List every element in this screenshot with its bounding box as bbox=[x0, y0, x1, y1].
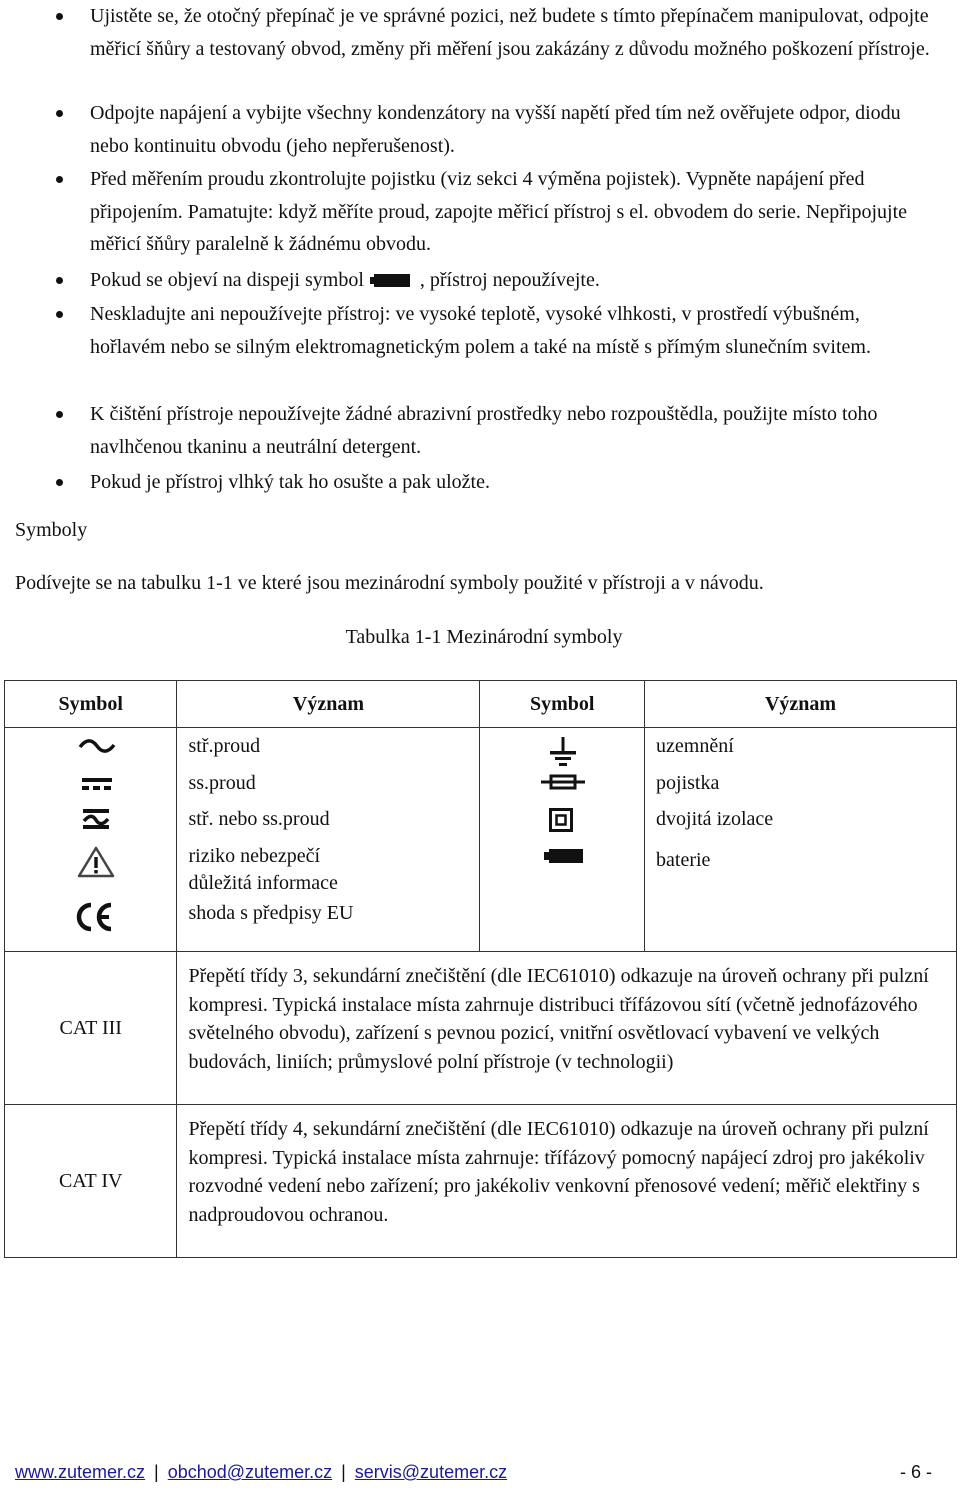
bullet-item bbox=[90, 264, 940, 297]
table-row bbox=[5, 728, 957, 952]
ce-mark-icon bbox=[73, 900, 115, 934]
footer bbox=[15, 1462, 507, 1483]
bullet-dot bbox=[56, 311, 63, 318]
intro-paragraph: Podívejte se na tabulku 1-1 ve které jsou mezinárodní symboly použité v přístroji a v návodu. bbox=[15, 572, 764, 594]
bullet-text: Ujistěte se, že otočný přepínač je ve správné pozici, než budete s tímto přepínačem manipulovat, odpojte měřicí šňůry a testovaný obvod, změny při měření jsou zakázány z důvodu možného poškození přístroje. bbox=[90, 5, 930, 60]
bullet-text: Odpojte napájení a vybijte všechny kondenzátory na vyšší napětí před tím než ověřujete odpor, diodu nebo kontinuitu obvodu (jeho nepřerušenost). bbox=[90, 102, 901, 157]
header-meaning: Význam bbox=[177, 681, 480, 728]
bullet-dot bbox=[56, 277, 63, 284]
bullet-text: Před měřením proudu zkontrolujte pojistku (viz sekci 4 výměna pojistek). Vypněte napájení před připojením. Pamatujte: když měříte proud, zapojte měřicí přístroj s el. obvodem do serie. Nepřipojujte měřicí šňůry paralelně k žádnému obvodu. bbox=[90, 168, 908, 255]
cat4-description: Přepětí třídy 4, sekundární znečištění (dle IEC61010) odkazuje na úroveň ochrany při pulzní kompresi. Typická instalace místa zahrnuje: třífázový pomocný napájecí zdroj pro jakékoliv rozvodné vedení nebo zařízení; pro jakékoliv venkovní přenosové vedení; měřič elektřiny s nadproudovou ochranou. bbox=[177, 1105, 957, 1258]
table-row-cat4 bbox=[5, 1105, 957, 1258]
warning-icon bbox=[77, 846, 115, 878]
footer-link-service[interactable]: servis@zutemer.cz bbox=[354, 1462, 508, 1482]
bullet-item bbox=[90, 398, 940, 463]
footer-link-order[interactable]: obchod@zutemer.cz bbox=[167, 1462, 333, 1482]
ac-icon bbox=[77, 738, 117, 754]
battery-icon bbox=[374, 274, 410, 287]
table-row-cat3 bbox=[5, 952, 957, 1105]
header-symbol: Symbol bbox=[5, 681, 177, 728]
bullet-text: Neskladujte ani nepoužívejte přístroj: ve vysoké teplotě, vysoké vlhkosti, v prostředí výbušném, hořlavém nebo se silným elektromagnetickým polem a také na místě s přímým slunečním svitem. bbox=[90, 303, 871, 358]
cat4-label: CAT IV bbox=[5, 1105, 177, 1258]
bullet-text-after: , přístroj nepoužívejte. bbox=[419, 269, 600, 291]
meaning-item: stř. nebo ss.proud bbox=[188, 808, 330, 830]
footer-separator: | bbox=[341, 1462, 346, 1482]
meaning-item: shoda s předpisy EU bbox=[188, 901, 354, 924]
fuse-icon bbox=[540, 774, 586, 790]
battery-icon bbox=[544, 848, 584, 864]
bullet-item bbox=[90, 466, 940, 499]
meaning-item: riziko nebezpečí bbox=[188, 844, 321, 867]
right-symbols-cell bbox=[480, 728, 645, 952]
symbols-table bbox=[4, 680, 957, 1258]
header-symbol-2: Symbol bbox=[480, 681, 645, 728]
meaning-item: dvojitá izolace bbox=[656, 808, 774, 830]
bullet-dot bbox=[56, 411, 63, 418]
section-title: Symboly bbox=[15, 519, 88, 541]
header-meaning-2: Význam bbox=[645, 681, 957, 728]
dc-icon bbox=[81, 776, 113, 792]
bullet-dot bbox=[56, 13, 63, 20]
bullet-dot bbox=[56, 176, 63, 183]
left-symbols-cell bbox=[5, 728, 177, 952]
left-meanings-cell bbox=[177, 728, 480, 952]
ac-dc-icon bbox=[82, 808, 110, 830]
meaning-item: ss.proud bbox=[188, 771, 256, 794]
meaning-item: pojistka bbox=[656, 771, 720, 794]
table-header-row bbox=[5, 681, 957, 728]
meaning-item: baterie bbox=[656, 848, 711, 871]
page-number: - 6 - bbox=[899, 1462, 932, 1482]
bullet-item bbox=[90, 298, 940, 363]
meaning-item: uzemnění bbox=[656, 735, 734, 757]
footer-separator: | bbox=[154, 1462, 159, 1482]
footer-link-web[interactable]: www.zutemer.cz bbox=[15, 1462, 146, 1482]
meaning-item: důležitá informace bbox=[188, 871, 338, 894]
meaning-item: stř.proud bbox=[188, 735, 261, 757]
bullet-item bbox=[90, 97, 940, 162]
table-caption: Tabulka 1-1 Mezinárodní symboly bbox=[345, 626, 623, 648]
bullet-item bbox=[90, 0, 940, 65]
cat3-description: Přepětí třídy 3, sekundární znečištění (dle IEC61010) odkazuje na úroveň ochrany při pulzní kompresi. Typická instalace místa zahrnuje distribuci třífázovou sítí (včetně jednofázového světelného obvodu), zařízení s pevnou pozicí, vnitřní osvětlovací vybavení ve velkých budovách, liniích; průmyslové polní přístroje (v technologii) bbox=[177, 952, 957, 1105]
bullet-item bbox=[90, 163, 940, 261]
bullet-text: Pokud je přístroj vlhký tak ho osušte a pak uložte. bbox=[90, 471, 490, 493]
cat3-label: CAT III bbox=[5, 952, 177, 1105]
right-meanings-cell bbox=[645, 728, 957, 952]
ground-icon bbox=[548, 736, 578, 768]
bullet-text: K čištění přístroje nepoužívejte žádné abrazivní prostředky nebo rozpouštědla, použijte místo toho navlhčenou tkaninu a neutrální detergent. bbox=[90, 403, 878, 458]
bullet-text-before: Pokud se objeví na dispeji symbol bbox=[90, 269, 364, 291]
double-insulation-icon bbox=[549, 808, 573, 832]
bullet-dot bbox=[56, 110, 63, 117]
bullet-dot bbox=[56, 479, 63, 486]
